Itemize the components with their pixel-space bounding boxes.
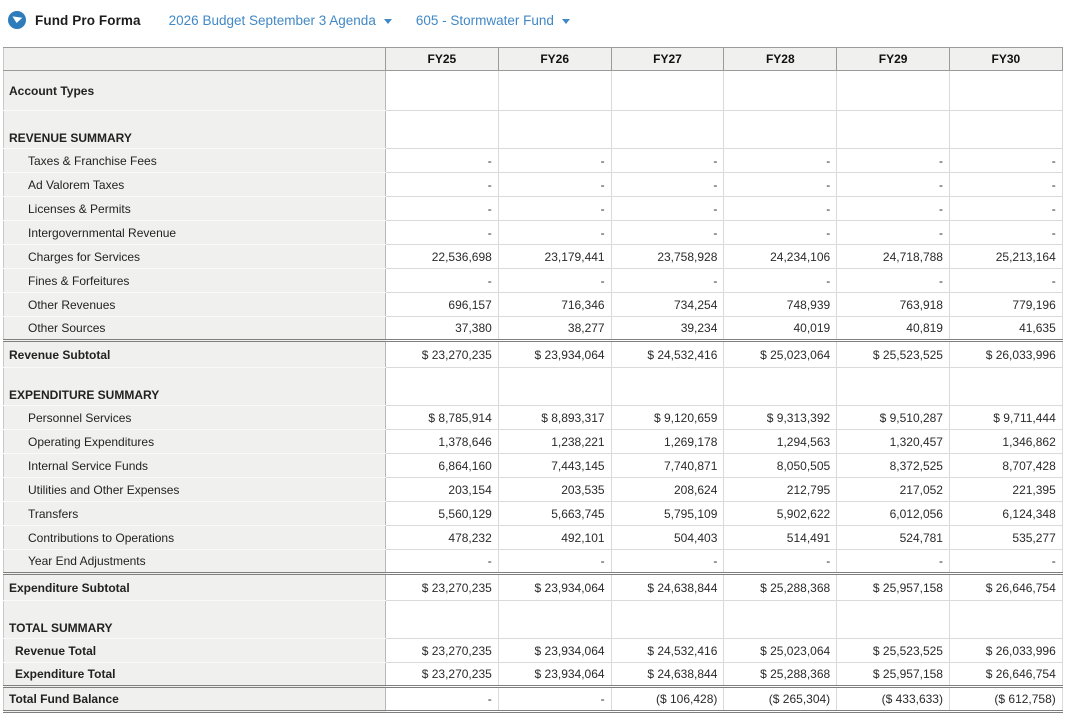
cell-FY28 [724,71,837,111]
cell-FY27 [611,368,724,406]
cell-FY25: $ 8,785,914 [386,406,499,430]
cell-FY27: 23,758,928 [611,245,724,269]
cell-FY30 [949,368,1062,406]
cell-FY29: $ 25,523,525 [837,639,950,663]
cell-FY25: $ 23,270,235 [386,639,499,663]
table-row [4,71,1063,111]
cell-FY27: 504,403 [611,526,724,550]
row-label: Other Revenues [4,293,386,317]
cell-FY29: 6,012,056 [837,502,950,526]
cell-FY29: - [837,550,950,574]
row-label: Other Sources [4,317,386,341]
cell-FY26: 203,535 [498,478,611,502]
column-header-FY30: FY30 [949,48,1062,71]
row-label: Fines & Forfeitures [4,269,386,293]
cell-FY29: 24,718,788 [837,245,950,269]
row-label: Licenses & Permits [4,197,386,221]
cell-FY30 [949,601,1062,639]
column-header-FY27: FY27 [611,48,724,71]
cell-FY26: - [498,173,611,197]
page-title: Fund Pro Forma [35,12,141,28]
cell-FY29 [837,601,950,639]
cell-FY26 [498,368,611,406]
row-label: Revenue Subtotal [4,341,386,368]
cell-FY27: $ 24,638,844 [611,663,724,687]
cell-FY28: 514,491 [724,526,837,550]
cell-FY26: 23,179,441 [498,245,611,269]
cell-FY27: 734,254 [611,293,724,317]
cell-FY27: - [611,149,724,173]
cell-FY27: 208,624 [611,478,724,502]
chevron-down-icon [562,19,570,24]
cell-FY27: 7,740,871 [611,454,724,478]
table-row [4,221,1063,245]
column-header-FY29: FY29 [837,48,950,71]
cell-FY30: 779,196 [949,293,1062,317]
cell-FY26: - [498,687,611,712]
column-header-row [4,48,1063,71]
cell-FY27: $ 24,532,416 [611,639,724,663]
cell-FY30: 1,346,862 [949,430,1062,454]
cell-FY25: $ 23,270,235 [386,574,499,601]
fund-dropdown-label: 605 - Stormwater Fund [415,12,554,28]
fund-dropdown[interactable] [416,13,570,28]
table-row [4,111,1063,149]
cell-FY28: $ 25,288,368 [724,574,837,601]
row-label: Personnel Services [4,406,386,430]
cell-FY29 [837,368,950,406]
table-row [4,368,1063,406]
cell-FY26: $ 23,934,064 [498,574,611,601]
row-label: Transfers [4,502,386,526]
row-label: Expenditure Total [4,663,386,687]
row-label: Expenditure Subtotal [4,574,386,601]
cell-FY27: $ 9,120,659 [611,406,724,430]
row-label: Account Types [4,71,386,111]
cell-FY25: 5,560,129 [386,502,499,526]
down-arrow-icon [12,16,23,23]
collapse-circle-button[interactable] [8,11,26,29]
cell-FY29: 524,781 [837,526,950,550]
cell-FY30: - [949,197,1062,221]
cell-FY28: 748,939 [724,293,837,317]
cell-FY30: $ 26,033,996 [949,639,1062,663]
cell-FY29: 763,918 [837,293,950,317]
cell-FY30: - [949,269,1062,293]
cell-FY28: 1,294,563 [724,430,837,454]
cell-FY25 [386,71,499,111]
cell-FY29: ($ 433,633) [837,687,950,712]
cell-FY30: 41,635 [949,317,1062,341]
table-row [4,341,1063,368]
cell-FY28: - [724,550,837,574]
table-row [4,687,1063,712]
column-header-FY26: FY26 [498,48,611,71]
pro-forma-table-container [3,47,1062,713]
cell-FY25: 37,380 [386,317,499,341]
cell-FY29: - [837,149,950,173]
cell-FY26: 492,101 [498,526,611,550]
cell-FY30: $ 26,646,754 [949,574,1062,601]
row-label: Intergovernmental Revenue [4,221,386,245]
row-label: Utilities and Other Expenses [4,478,386,502]
cell-FY29: 1,320,457 [837,430,950,454]
cell-FY27: - [611,173,724,197]
cell-FY25: $ 23,270,235 [386,663,499,687]
cell-FY27: $ 24,532,416 [611,341,724,368]
cell-FY26 [498,71,611,111]
table-row [4,197,1063,221]
cell-FY28 [724,368,837,406]
cell-FY28: $ 9,313,392 [724,406,837,430]
cell-FY28: - [724,221,837,245]
cell-FY28: $ 25,023,064 [724,341,837,368]
cell-FY29: $ 25,523,525 [837,341,950,368]
top-header-bar [0,0,1066,40]
row-label: Ad Valorem Taxes [4,173,386,197]
cell-FY30: 8,707,428 [949,454,1062,478]
cell-FY30: 25,213,164 [949,245,1062,269]
cell-FY28: - [724,269,837,293]
row-label: Charges for Services [4,245,386,269]
cell-FY25 [386,601,499,639]
cell-FY28: 212,795 [724,478,837,502]
cell-FY30: - [949,221,1062,245]
cell-FY30: - [949,173,1062,197]
table-row [4,149,1063,173]
cell-FY28: - [724,173,837,197]
cell-FY26: - [498,269,611,293]
cell-FY27: - [611,197,724,221]
column-header-FY25: FY25 [386,48,499,71]
row-label: EXPENDITURE SUMMARY [4,368,386,406]
row-label: Contributions to Operations [4,526,386,550]
cell-FY30: - [949,550,1062,574]
table-row [4,478,1063,502]
cell-FY26: - [498,197,611,221]
cell-FY26: - [498,550,611,574]
cell-FY26: 7,443,145 [498,454,611,478]
cell-FY27: - [611,221,724,245]
row-label: Internal Service Funds [4,454,386,478]
corner-cell [4,48,386,71]
table-row [4,430,1063,454]
cell-FY28: 24,234,106 [724,245,837,269]
cell-FY25: - [386,269,499,293]
cell-FY27: 39,234 [611,317,724,341]
cell-FY26 [498,601,611,639]
cell-FY25: $ 23,270,235 [386,341,499,368]
cell-FY28: $ 25,023,064 [724,639,837,663]
cell-FY28 [724,601,837,639]
cell-FY25: - [386,687,499,712]
cell-FY29 [837,111,950,149]
cell-FY27 [611,71,724,111]
cell-FY26: $ 23,934,064 [498,639,611,663]
cell-FY26: - [498,149,611,173]
column-header-FY28: FY28 [724,48,837,71]
cell-FY29: - [837,197,950,221]
row-label: REVENUE SUMMARY [4,111,386,149]
cell-FY25: 6,864,160 [386,454,499,478]
cell-FY29: - [837,173,950,197]
cell-FY30 [949,111,1062,149]
cell-FY27 [611,111,724,149]
table-row [4,293,1063,317]
cell-FY29: - [837,269,950,293]
cell-FY27: 1,269,178 [611,430,724,454]
cell-FY30: $ 26,646,754 [949,663,1062,687]
cell-FY28: $ 25,288,368 [724,663,837,687]
cell-FY27: ($ 106,428) [611,687,724,712]
cell-FY25: 22,536,698 [386,245,499,269]
cell-FY26: 716,346 [498,293,611,317]
cell-FY26: $ 8,893,317 [498,406,611,430]
chevron-down-icon [384,19,392,24]
pro-forma-table [3,47,1063,713]
table-row [4,601,1063,639]
cell-FY27 [611,601,724,639]
row-label: Revenue Total [4,639,386,663]
table-row [4,502,1063,526]
cell-FY30: - [949,149,1062,173]
cell-FY25: - [386,550,499,574]
cell-FY30: $ 9,711,444 [949,406,1062,430]
cell-FY30: $ 26,033,996 [949,341,1062,368]
cell-FY26: 5,663,745 [498,502,611,526]
cell-FY29: $ 25,957,158 [837,574,950,601]
cell-FY29: $ 25,957,158 [837,663,950,687]
cell-FY26: - [498,221,611,245]
cell-FY28: 8,050,505 [724,454,837,478]
cell-FY26: $ 23,934,064 [498,341,611,368]
cell-FY25: - [386,221,499,245]
table-row [4,173,1063,197]
row-label: Year End Adjustments [4,550,386,574]
cell-FY29: 217,052 [837,478,950,502]
table-row [4,454,1063,478]
cell-FY30: 221,395 [949,478,1062,502]
cell-FY26: 1,238,221 [498,430,611,454]
table-row [4,574,1063,601]
cell-FY28: 40,019 [724,317,837,341]
cell-FY26: $ 23,934,064 [498,663,611,687]
cell-FY28: 5,902,622 [724,502,837,526]
cell-FY25: 696,157 [386,293,499,317]
table-row [4,317,1063,341]
cell-FY25: 478,232 [386,526,499,550]
cell-FY27: $ 24,638,844 [611,574,724,601]
cell-FY25 [386,111,499,149]
row-label: TOTAL SUMMARY [4,601,386,639]
cell-FY26: 38,277 [498,317,611,341]
cell-FY30 [949,71,1062,111]
budget-dropdown-label: 2026 Budget September 3 Agenda [168,12,376,28]
cell-FY29: $ 9,510,287 [837,406,950,430]
cell-FY28: ($ 265,304) [724,687,837,712]
cell-FY25: 1,378,646 [386,430,499,454]
cell-FY25: - [386,197,499,221]
table-row [4,663,1063,687]
table-row [4,269,1063,293]
budget-dropdown[interactable] [169,13,392,28]
cell-FY29: - [837,221,950,245]
cell-FY30: 535,277 [949,526,1062,550]
cell-FY29 [837,71,950,111]
cell-FY28 [724,111,837,149]
cell-FY27: - [611,269,724,293]
cell-FY25: 203,154 [386,478,499,502]
cell-FY29: 40,819 [837,317,950,341]
cell-FY28: - [724,197,837,221]
table-row [4,526,1063,550]
table-row [4,639,1063,663]
row-label: Taxes & Franchise Fees [4,149,386,173]
row-label: Total Fund Balance [4,687,386,712]
table-row [4,406,1063,430]
cell-FY30: ($ 612,758) [949,687,1062,712]
cell-FY27: 5,795,109 [611,502,724,526]
cell-FY26 [498,111,611,149]
cell-FY29: 8,372,525 [837,454,950,478]
cell-FY30: 6,124,348 [949,502,1062,526]
table-row [4,245,1063,269]
cell-FY28: - [724,149,837,173]
cell-FY25: - [386,149,499,173]
cell-FY27: - [611,550,724,574]
table-row [4,550,1063,574]
cell-FY25 [386,368,499,406]
row-label: Operating Expenditures [4,430,386,454]
cell-FY25: - [386,173,499,197]
